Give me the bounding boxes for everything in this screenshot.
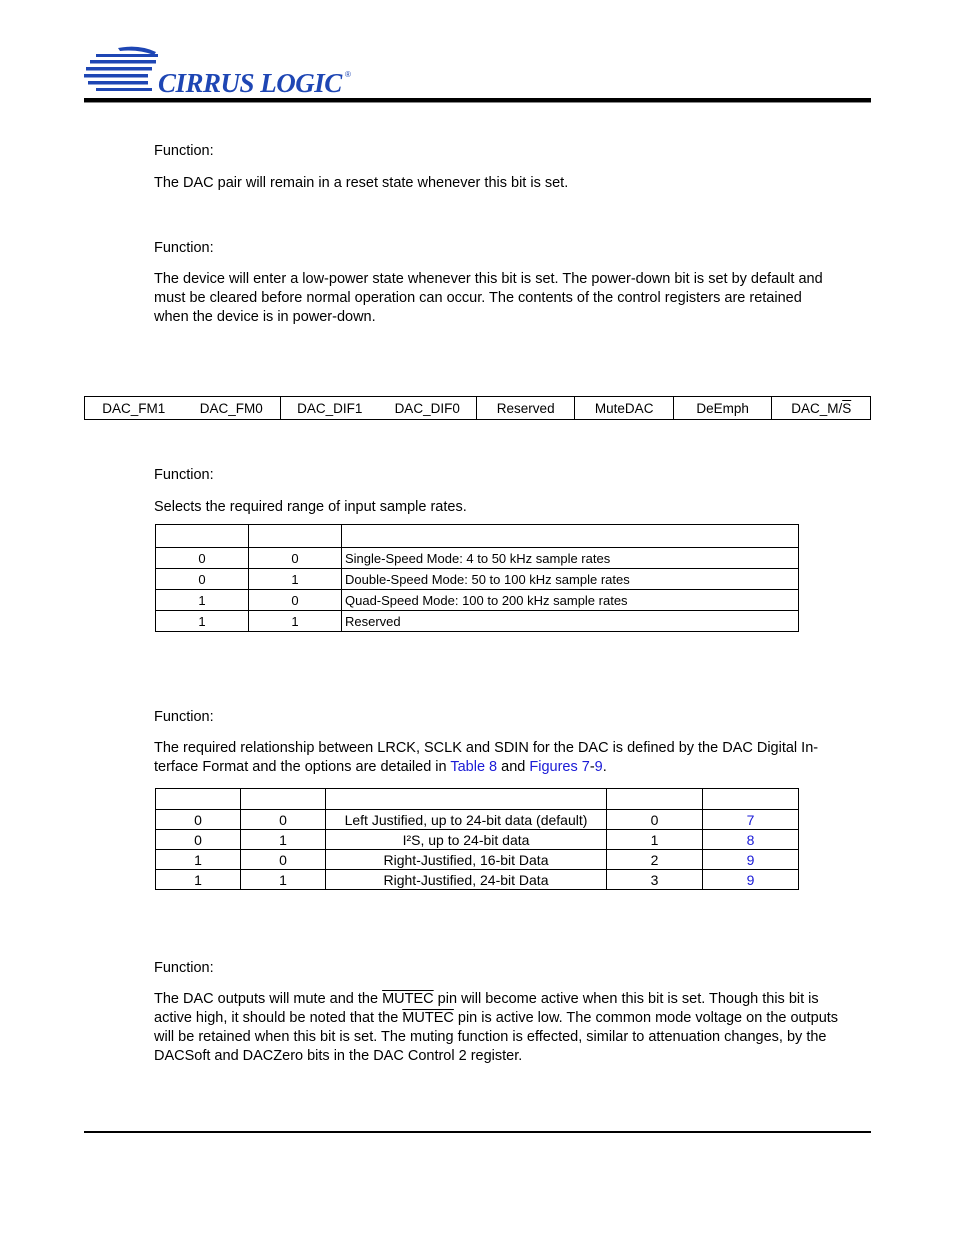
table-header-row — [156, 789, 799, 810]
table-row — [156, 590, 799, 611]
table-cell: 1 — [249, 569, 342, 590]
table-cell: 0 — [156, 810, 241, 830]
bit-cell-dac-dif1: DAC_DIF1 — [280, 397, 378, 420]
bit-cell-dac-dif0: DAC_DIF0 — [378, 397, 476, 420]
table-cell: 0 — [241, 810, 326, 830]
mute-description-line-3: will be retained when this bit is set. The muting function is effected, similar to attenuation changes, by the — [154, 1029, 827, 1045]
dif-format-table — [155, 788, 799, 890]
functional-mode-table — [155, 524, 799, 632]
table-cell: Quad-Speed Mode: 100 to 200 kHz sample rates — [342, 590, 799, 611]
table-row — [156, 810, 799, 830]
table-row — [156, 870, 799, 890]
mutec-pin-label: MUTEC — [382, 991, 434, 1007]
table-cell: Double-Speed Mode: 50 to 100 kHz sample rates — [342, 569, 799, 590]
mutec-pin-label: MUTEC — [402, 1010, 454, 1026]
bit-cell-deemph: DeEmph — [673, 397, 772, 420]
bit-cell-reserved: Reserved — [476, 397, 575, 420]
table-cell: Right-Justified, 24-bit Data — [326, 870, 607, 890]
mute-function-label: Function: — [154, 960, 214, 976]
pdn-description-line-1: The device will enter a low-power state whenever this bit is set. The power-down bit is set by default and — [154, 271, 823, 287]
mute-text: pin is active low. The common mode voltage on the outputs — [453, 1010, 839, 1026]
table-cell: 2 — [607, 850, 703, 870]
header-cell — [156, 525, 249, 548]
figure-link[interactable]: 7 — [703, 810, 799, 830]
table-cell: 1 — [607, 830, 703, 850]
table-8-link[interactable]: Table 8 — [450, 759, 498, 775]
register-bit-table — [84, 396, 871, 420]
table-cell: 1 — [241, 830, 326, 850]
mute-text: active high, it should be noted that the — [154, 1010, 403, 1026]
dif-text: and — [497, 759, 530, 775]
bit-cell-mutedac: MuteDAC — [575, 397, 674, 420]
table-cell: 0 — [249, 590, 342, 611]
dif-description-line-2 — [154, 758, 607, 777]
table-cell: 1 — [156, 590, 249, 611]
table-cell: Left Justified, up to 24-bit data (default) — [326, 810, 607, 830]
table-cell: 1 — [156, 611, 249, 632]
fm-description: Selects the required range of input sample rates. — [154, 499, 467, 515]
figures-7-link[interactable]: Figures 7 — [529, 759, 590, 775]
table-row — [156, 850, 799, 870]
pdn-description-line-3: when the device is in power-down. — [154, 309, 376, 325]
dif-description-line-1: The required relationship between LRCK, SCLK and SDIN for the DAC is defined by the DAC Digital In- — [154, 740, 819, 756]
table-cell: 0 — [156, 569, 249, 590]
figure-link[interactable]: 9 — [703, 870, 799, 890]
fm-function-label: Function: — [154, 467, 214, 483]
table-cell: Reserved — [342, 611, 799, 632]
dif-function-label: Function: — [154, 709, 214, 725]
header-cell — [249, 525, 342, 548]
pdn-function-label: Function: — [154, 240, 214, 256]
mute-description-line-1 — [154, 990, 819, 1009]
figure-link[interactable]: 8 — [703, 830, 799, 850]
register-bit-row — [85, 397, 871, 420]
table-cell: 1 — [156, 850, 241, 870]
table-cell: 0 — [607, 810, 703, 830]
header-cell — [326, 789, 607, 810]
bit-cell-dac-ms — [772, 397, 871, 420]
table-row — [156, 611, 799, 632]
table-cell: 1 — [249, 611, 342, 632]
header-rule — [84, 98, 871, 102]
cirrus-logic-logo — [84, 46, 354, 96]
pdn-dac-description: The DAC pair will remain in a reset state whenever this bit is set. — [154, 175, 569, 191]
header-cell — [241, 789, 326, 810]
bit-label-s-overline: $\overline{S}$ — [842, 400, 852, 416]
table-cell: Right-Justified, 16-bit Data — [326, 850, 607, 870]
table-cell: 0 — [241, 850, 326, 870]
table-cell: 3 — [607, 870, 703, 890]
mute-text: The DAC outputs will mute and the — [154, 991, 383, 1007]
footer-rule — [84, 1131, 871, 1133]
table-cell: I²S, up to 24-bit data — [326, 830, 607, 850]
table-row — [156, 569, 799, 590]
dif-text: . — [602, 759, 607, 775]
table-cell: Single-Speed Mode: 4 to 50 kHz sample rates — [342, 548, 799, 569]
figure-link[interactable]: 9 — [703, 850, 799, 870]
header-cell — [703, 789, 799, 810]
bit-cell-dac-fm0: DAC_FM0 — [182, 397, 280, 420]
table-row — [156, 548, 799, 569]
table-cell: 0 — [156, 830, 241, 850]
figure-9-link[interactable]: 9 — [594, 759, 603, 775]
dif-text: terface Format and the options are detailed in — [154, 759, 451, 775]
table-header-row — [156, 525, 799, 548]
logo-registered-mark: ® — [345, 70, 351, 79]
table-cell: 1 — [156, 870, 241, 890]
dif-text: - — [589, 759, 595, 775]
logo-text: CIRRUS LOGIC — [158, 68, 342, 98]
bit-cell-dac-fm1: DAC_FM1 — [85, 397, 183, 420]
pdn-dac-function-label: Function: — [154, 143, 214, 159]
header-cell — [156, 789, 241, 810]
header-cell — [342, 525, 799, 548]
header-cell — [607, 789, 703, 810]
table-cell: 0 — [249, 548, 342, 569]
mute-description-line-2 — [154, 1009, 838, 1028]
table-cell: 0 — [156, 548, 249, 569]
mute-text: pin will become active when this bit is set. Though this bit is — [433, 991, 819, 1007]
bit-label-dac-m: DAC_M/ — [791, 400, 843, 416]
table-row — [156, 830, 799, 850]
table-cell: 1 — [241, 870, 326, 890]
mute-description-line-4: DACSoft and DACZero bits in the DAC Control 2 register. — [154, 1048, 523, 1064]
pdn-description-line-2: must be cleared before normal operation can occur. The contents of the control registers are retained — [154, 290, 802, 306]
